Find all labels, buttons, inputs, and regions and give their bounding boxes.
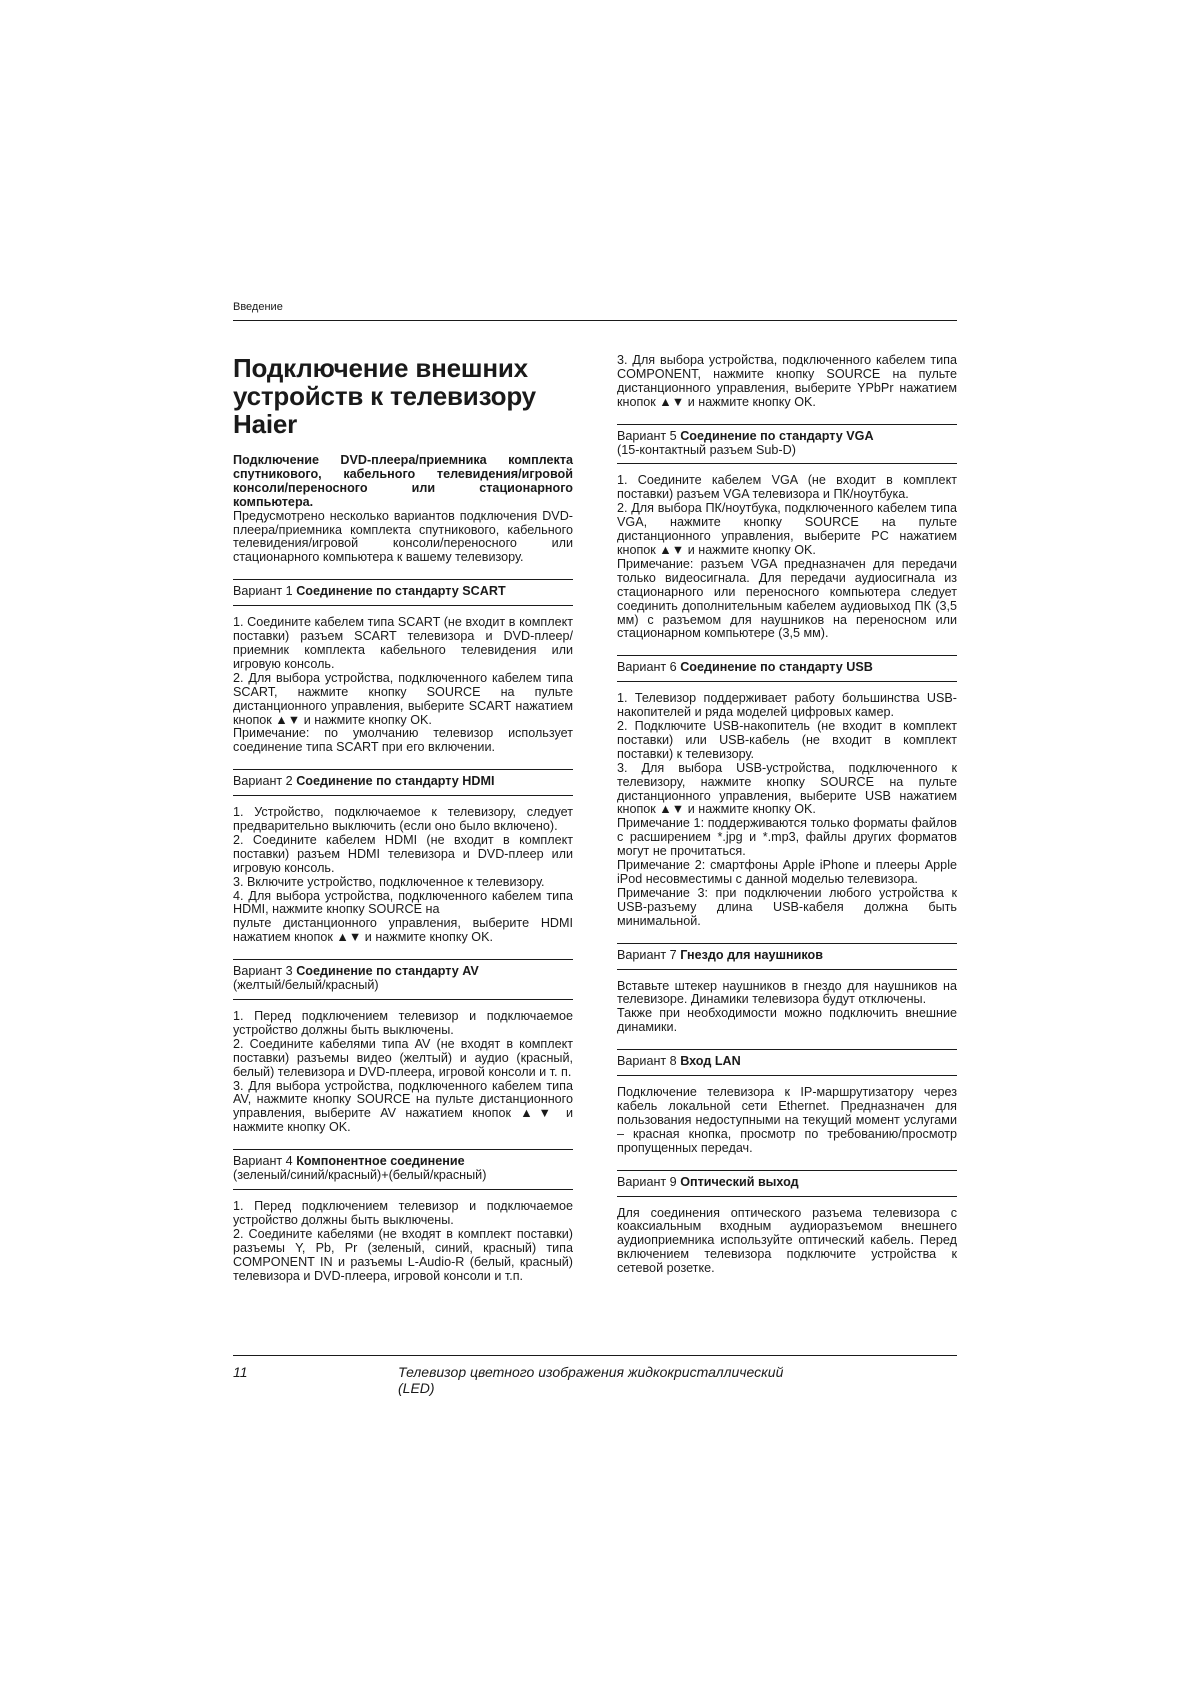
paragraph: 2. Соедините кабелями типа AV (не входят в комплект поставки) разъемы видео (желтый) и аудио (красный, белый) телевизора и DVD-плеера, игровой консоли и т. п. bbox=[233, 1036, 573, 1079]
paragraph: 1. Телевизор поддерживает работу большинства USB-накопителей и ряда моделей цифровых камер. bbox=[617, 691, 957, 720]
section-variant-1 bbox=[233, 579, 573, 755]
paragraph: пульте дистанционного управления, выберите HDMI нажатием кнопок ▲▼ и нажмите кнопку OK. bbox=[233, 916, 573, 945]
right-column bbox=[617, 354, 957, 1276]
page-title: Подключение внешних устройств к телевизору Haier bbox=[233, 353, 536, 439]
header-rule bbox=[233, 320, 957, 321]
paragraph: 1. Перед подключением телевизор и подключаемое устройство должны быть выключены. bbox=[233, 1009, 573, 1037]
paragraph: 3. Включите устройство, подключенное к телевизору. bbox=[233, 874, 545, 889]
intro-text: Предусмотрено несколько вариантов подключения DVD-плеера/приемника комплекта спутникового, кабельного телевидения/игровой консоли/переносного или стационарного компьютера к вашему телевизору. bbox=[233, 508, 573, 565]
footer-title: Телевизор цветного изображения жидкокристаллический (LED) bbox=[398, 1364, 784, 1396]
paragraph: 4. Для выбора устройства, подключенного кабелем типа HDMI, нажмите кнопку SOURCE на bbox=[233, 888, 573, 917]
section-prefix: Вариант 6 bbox=[617, 660, 677, 675]
section-prefix: Вариант 5 bbox=[617, 428, 677, 443]
section-name: Соединение по стандарту SCART bbox=[296, 584, 506, 599]
paragraph: Также при необходимости можно подключить внешние динамики. bbox=[617, 1006, 957, 1035]
footer-rule bbox=[233, 1355, 957, 1356]
section-name: Компонентное соединение bbox=[296, 1154, 465, 1169]
paragraph: Для соединения оптического разъема телевизора с коаксиальным входным аудиоразъемом внешнего аудиоприемника используйте оптический кабель. Перед включением телевизора подключите устройства к сетевой розетке. bbox=[617, 1205, 957, 1276]
section-name: Соединение по стандарту AV bbox=[296, 964, 479, 979]
section-name: Соединение по стандарту HDMI bbox=[296, 774, 495, 789]
section-subtitle: (зеленый/синий/красный)+(белый/красный) bbox=[233, 1168, 487, 1183]
section-prefix: Вариант 7 bbox=[617, 947, 677, 962]
paragraph: 3. Для выбора USB-устройства, подключенного к телевизору, нажмите кнопку SOURCE на пульте дистанционного управления, выберите USB нажатием кнопок ▲▼ и нажмите кнопку OK. bbox=[617, 760, 957, 817]
paragraph: 1. Перед подключением телевизор и подключаемое устройство должны быть выключены. bbox=[233, 1198, 573, 1227]
section-name: Гнездо для наушников bbox=[680, 947, 823, 962]
running-head: Введение bbox=[233, 301, 283, 313]
section-header bbox=[617, 655, 957, 682]
section-header bbox=[233, 769, 573, 796]
paragraph: 2. Соедините кабелем HDMI (не входит в комплект поставки) разъем HDMI телевизора и DVD-плеер или игровую консоль. bbox=[233, 832, 573, 875]
section-name: Соединение по стандарту VGA bbox=[680, 428, 874, 443]
paragraph: Примечание: по умолчанию телевизор использует соединение типа SCART при его включении. bbox=[233, 726, 573, 755]
section-variant-6 bbox=[617, 655, 957, 928]
paragraph: 2. Подключите USB-накопитель (не входит в комплект поставки) или USB-кабель (не входит в комплект поставки) к телевизору. bbox=[617, 719, 957, 761]
section-prefix: Вариант 4 bbox=[233, 1154, 293, 1169]
section-variant-4-continued bbox=[617, 354, 957, 410]
section-prefix: Вариант 9 bbox=[617, 1174, 677, 1189]
section-header bbox=[617, 1170, 957, 1197]
section-header bbox=[617, 1049, 957, 1076]
intro-heading: Подключение DVD-плеера/приемника комплекта спутникового, кабельного телевидения/игровой консоли/переносного или стационарного компьютера. bbox=[233, 453, 573, 509]
paragraph: Подключение телевизора к IP-маршрутизатору через кабель локальной сети Ethernet. Предназначен для пользования недоступными на текущий момент услугами – красная кнопка, просмотр по требованию/просмотр пропущенных передач. bbox=[617, 1085, 957, 1155]
paragraph: 2. Для выбора ПК/ноутбука, подключенного кабелем типа VGA, нажмите кнопку SOURCE на пульте дистанционного управления, выберите PC нажатием кнопок ▲▼ и нажмите кнопку OK. bbox=[617, 501, 957, 557]
paragraph: Примечание 3: при подключении любого устройства к USB-разъему длина USB-кабеля должна быть минимальной. bbox=[617, 885, 957, 928]
section-variant-3 bbox=[233, 959, 573, 1135]
paragraph: Примечание 1: поддерживаются только форматы файлов с расширением *.jpg и *.mp3, файлы других форматов могут не прочитаться. bbox=[617, 816, 957, 859]
section-variant-2 bbox=[233, 769, 573, 945]
section-variant-8 bbox=[617, 1049, 957, 1155]
section-variant-9 bbox=[617, 1170, 957, 1276]
left-column bbox=[233, 354, 573, 1283]
paragraph: 2. Для выбора устройства, подключенного кабелем типа SCART, нажмите кнопку SOURCE на пульте дистанционного управления, выберите SCART нажатием кнопок ▲▼ и нажмите кнопку OK. bbox=[233, 670, 573, 727]
paragraph: 1. Соедините кабелем VGA (не входит в комплект поставки) разъем VGA телевизора и ПК/ноутбука. bbox=[617, 473, 957, 502]
section-header bbox=[617, 424, 957, 465]
paragraph: Примечание: разъем VGA предназначен для передачи только видеосигнала. Для передачи аудиосигнала из стационарного или переносного компьютера следует соединить дополнительным кабелем аудиовыход ПК (3,5 мм) с разъемом для наушников на переносном или стационарном компьютере (3,5 мм). bbox=[617, 556, 957, 641]
section-name: Соединение по стандарту USB bbox=[680, 660, 873, 675]
section-prefix: Вариант 3 bbox=[233, 964, 293, 979]
paragraph: 1. Устройство, подключаемое к телевизору, следует предварительно выключить (если оно было включено). bbox=[233, 805, 573, 834]
page-number: 11 bbox=[233, 1364, 248, 1380]
section-header bbox=[617, 943, 957, 970]
section-variant-5 bbox=[617, 424, 957, 642]
paragraph: 1. Соедините кабелем типа SCART (не входит в комплект поставки) разъем SCART телевизора и DVD-плеер/приемник комплекта кабельного телевидения или игровую консоль. bbox=[233, 615, 573, 671]
paragraph: Вставьте штекер наушников в гнездо для наушников на телевизоре. Динамики телевизора будут отключены. bbox=[617, 978, 957, 1007]
section-variant-7 bbox=[617, 943, 957, 1036]
section-name: Вход LAN bbox=[680, 1054, 741, 1069]
section-subtitle: (желтый/белый/красный) bbox=[233, 978, 379, 993]
section-header bbox=[233, 959, 573, 1000]
section-prefix: Вариант 8 bbox=[617, 1054, 677, 1069]
section-prefix: Вариант 2 bbox=[233, 774, 293, 789]
paragraph: 3. Для выбора устройства, подключенного кабелем типа AV, нажмите кнопку SOURCE на пульте дистанционного управления, выберите AV нажатием кнопок ▲▼ и нажмите кнопку OK. bbox=[233, 1078, 573, 1135]
paragraph: Примечание 2: смартфоны Apple iPhone и плееры Apple iPod несовместимы с данной моделью телевизора. bbox=[617, 858, 957, 886]
section-header bbox=[233, 579, 573, 606]
section-subtitle: (15-контактный разъем Sub-D) bbox=[617, 442, 796, 457]
section-name: Оптический выход bbox=[680, 1174, 799, 1189]
section-header bbox=[233, 1149, 573, 1190]
section-prefix: Вариант 1 bbox=[233, 584, 293, 599]
section-variant-4 bbox=[233, 1149, 573, 1283]
paragraph: 2. Соедините кабелями (не входят в комплект поставки) разъемы Y, Pb, Pr (зеленый, синий, красный) типа COMPONENT IN и разъемы L-Audio-R (белый, красный) телевизора и DVD-плеера, игровой консоли и т.п. bbox=[233, 1226, 573, 1283]
paragraph: 3. Для выбора устройства, подключенного кабелем типа COMPONENT, нажмите кнопку SOURCE на пульте дистанционного управления, выберите YPbPr нажатием кнопок ▲▼ и нажмите кнопку OK. bbox=[617, 353, 957, 409]
